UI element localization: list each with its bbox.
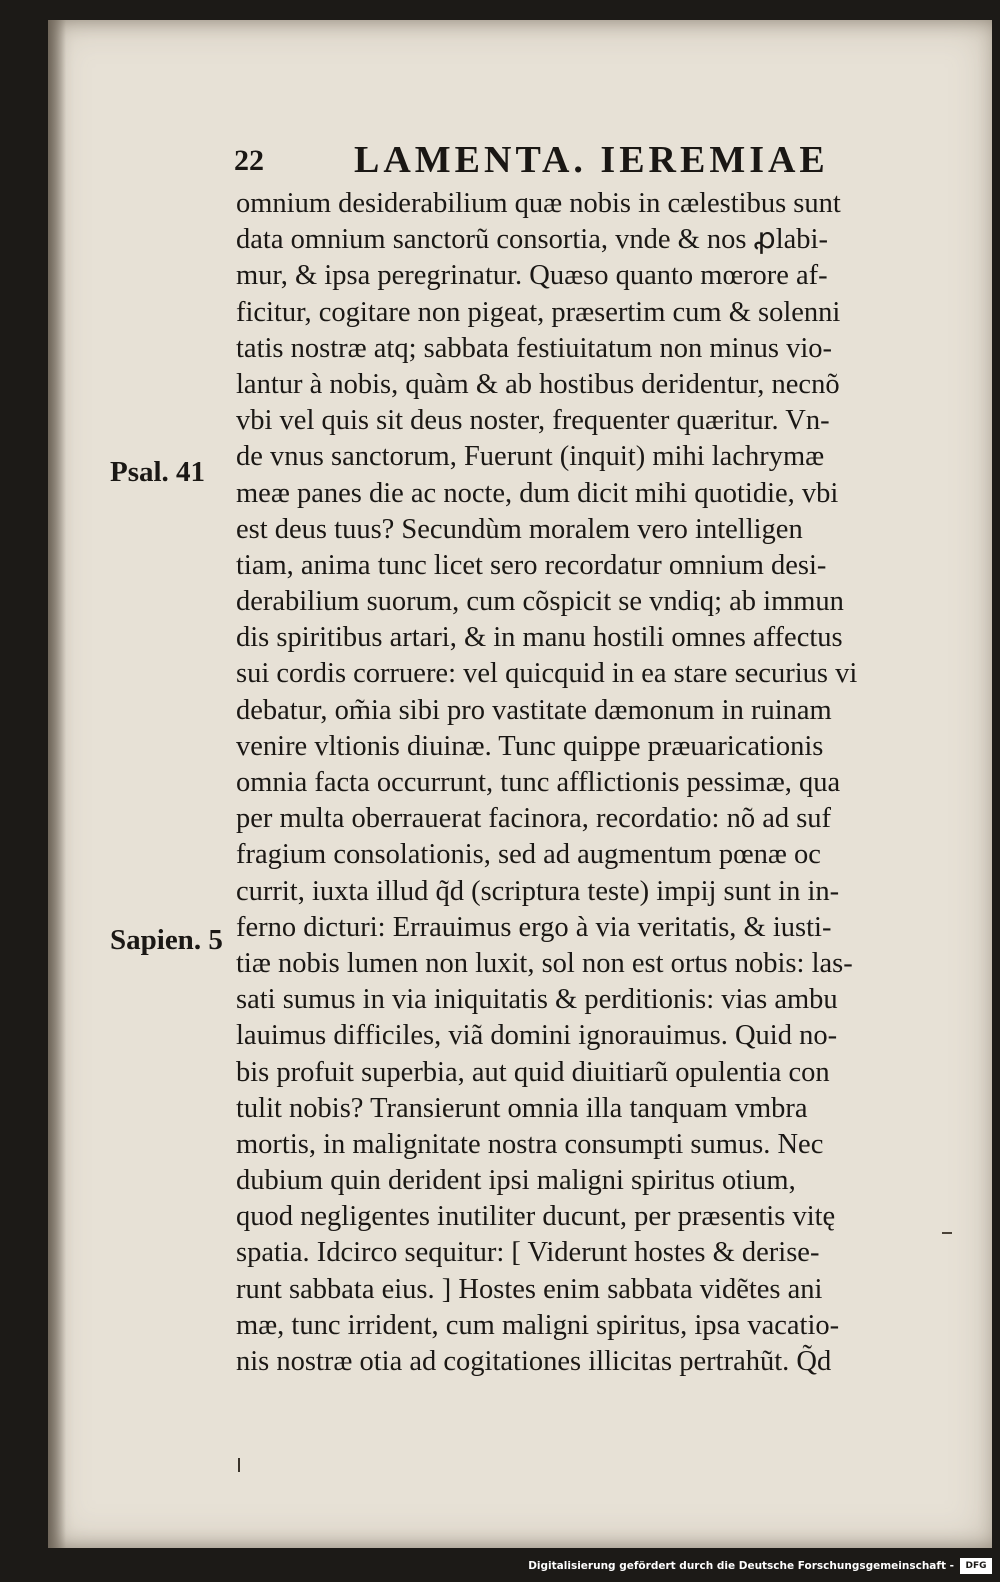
- margin-note-psalm: Psal. 41: [110, 456, 206, 488]
- digitization-credit: Digitalisierung gefördert durch die Deutsche Forschungsgemeinschaft -: [528, 1560, 954, 1572]
- text-line: est deus tuus? Secundùm moralem vero intelligen: [236, 513, 803, 545]
- text-line: currit, iuxta illud q̃d (scriptura teste) impij sunt in in-: [236, 875, 840, 907]
- text-line: spatia. Idcirco sequitur: [ Viderunt hostes & derise-: [236, 1237, 820, 1269]
- text-line: tiæ nobis lumen non luxit, sol non est ortus nobis: las-: [236, 947, 853, 979]
- text-line: ferno dicturi: Errauimus ergo à via veritatis, & iusti-: [236, 911, 832, 943]
- running-title: LAMENTA. IEREMIAE: [354, 139, 829, 181]
- text-line: mortis, in malignitate nostra consumpti sumus. Nec: [236, 1128, 824, 1160]
- text-line: nis nostræ otia ad cogitationes illicitas pertrahũt. Q̃d: [236, 1346, 832, 1377]
- text-line: debatur, om̃ia sibi pro vastitate dæmonum in ruinam: [236, 694, 832, 726]
- text-line: lauimus difficiles, viã domini ignorauimus. Quid no-: [236, 1020, 838, 1052]
- margin-tick-mark: [942, 1232, 952, 1234]
- text-line: dubium quin derident ipsi maligni spiritus otium,: [236, 1165, 796, 1197]
- text-line: omnia facta occurrunt, tunc afflictionis pessimæ, qua: [236, 767, 841, 798]
- dfg-logo: DFG: [960, 1558, 992, 1574]
- text-line: derabilium suorum, cum cõspicit se vndiq; ab immun: [236, 586, 844, 618]
- text-line: meæ panes die ac nocte, dum dicit mihi quotidie, vbi: [236, 477, 839, 509]
- text-line: quod negligentes inutiliter ducunt, per præsentis vitę: [236, 1201, 836, 1233]
- running-head: [234, 132, 924, 192]
- book-page: [48, 20, 992, 1548]
- text-line: lantur à nobis, quàm & ab hostibus deridentur, necnõ: [236, 368, 840, 400]
- text-line: dis spiritibus artari, & in manu hostili omnes affectus: [236, 622, 843, 654]
- text-line: omnium desiderabilium quæ nobis in cælestibus sunt: [236, 188, 841, 219]
- text-line: per multa oberrauerat facinora, recordatio: nõ ad suf: [236, 803, 832, 835]
- ink-mark: [238, 1458, 240, 1472]
- text-line: bis profuit superbia, aut quid diuitiarũ opulentia con: [236, 1056, 830, 1088]
- text-line: mæ, tunc irrident, cum maligni spiritus, ipsa vacatio-: [236, 1309, 840, 1341]
- text-line: tatis nostræ atq; sabbata festiuitatum non minus vio-: [236, 332, 833, 364]
- text-line: data omnium sanctorũ consortia, vnde & nos ꝓlabi-: [236, 224, 828, 256]
- text-line: tiam, anima tunc licet sero recordatur omnium desi-: [236, 549, 827, 581]
- text-line: mur, & ipsa peregrinatur. Quæso quanto mœrore af-: [236, 260, 828, 292]
- text-line: tulit nobis? Transierunt omnia illa tanquam vmbra: [236, 1092, 808, 1124]
- text-line: fragium consolationis, sed ad augmentum pœnæ oc: [236, 839, 821, 871]
- page-gutter-shadow: [48, 20, 66, 1548]
- text-line: de vnus sanctorum, Fuerunt (inquit) mihi lachrymæ: [236, 441, 825, 473]
- text-line: sati sumus in via iniquitatis & perditionis: vias ambu: [236, 984, 838, 1016]
- text-line: sui cordis corruere: vel quicquid in ea stare securius vi: [236, 658, 858, 690]
- text-line: venire vltionis diuinæ. Tunc quippe præuaricationis: [236, 730, 824, 762]
- page-number: 22: [234, 144, 264, 177]
- text-line: vbi vel quis sit deus noster, frequenter quæritur. Vn-: [236, 405, 830, 437]
- text-line: runt sabbata eius. ] Hostes enim sabbata vidẽtes ani: [236, 1273, 823, 1305]
- body-text: [236, 186, 936, 1380]
- text-line: ficitur, cogitare non pigeat, præsertim cum & solenni: [236, 296, 841, 328]
- margin-note-sapientia: Sapien. 5: [110, 924, 223, 956]
